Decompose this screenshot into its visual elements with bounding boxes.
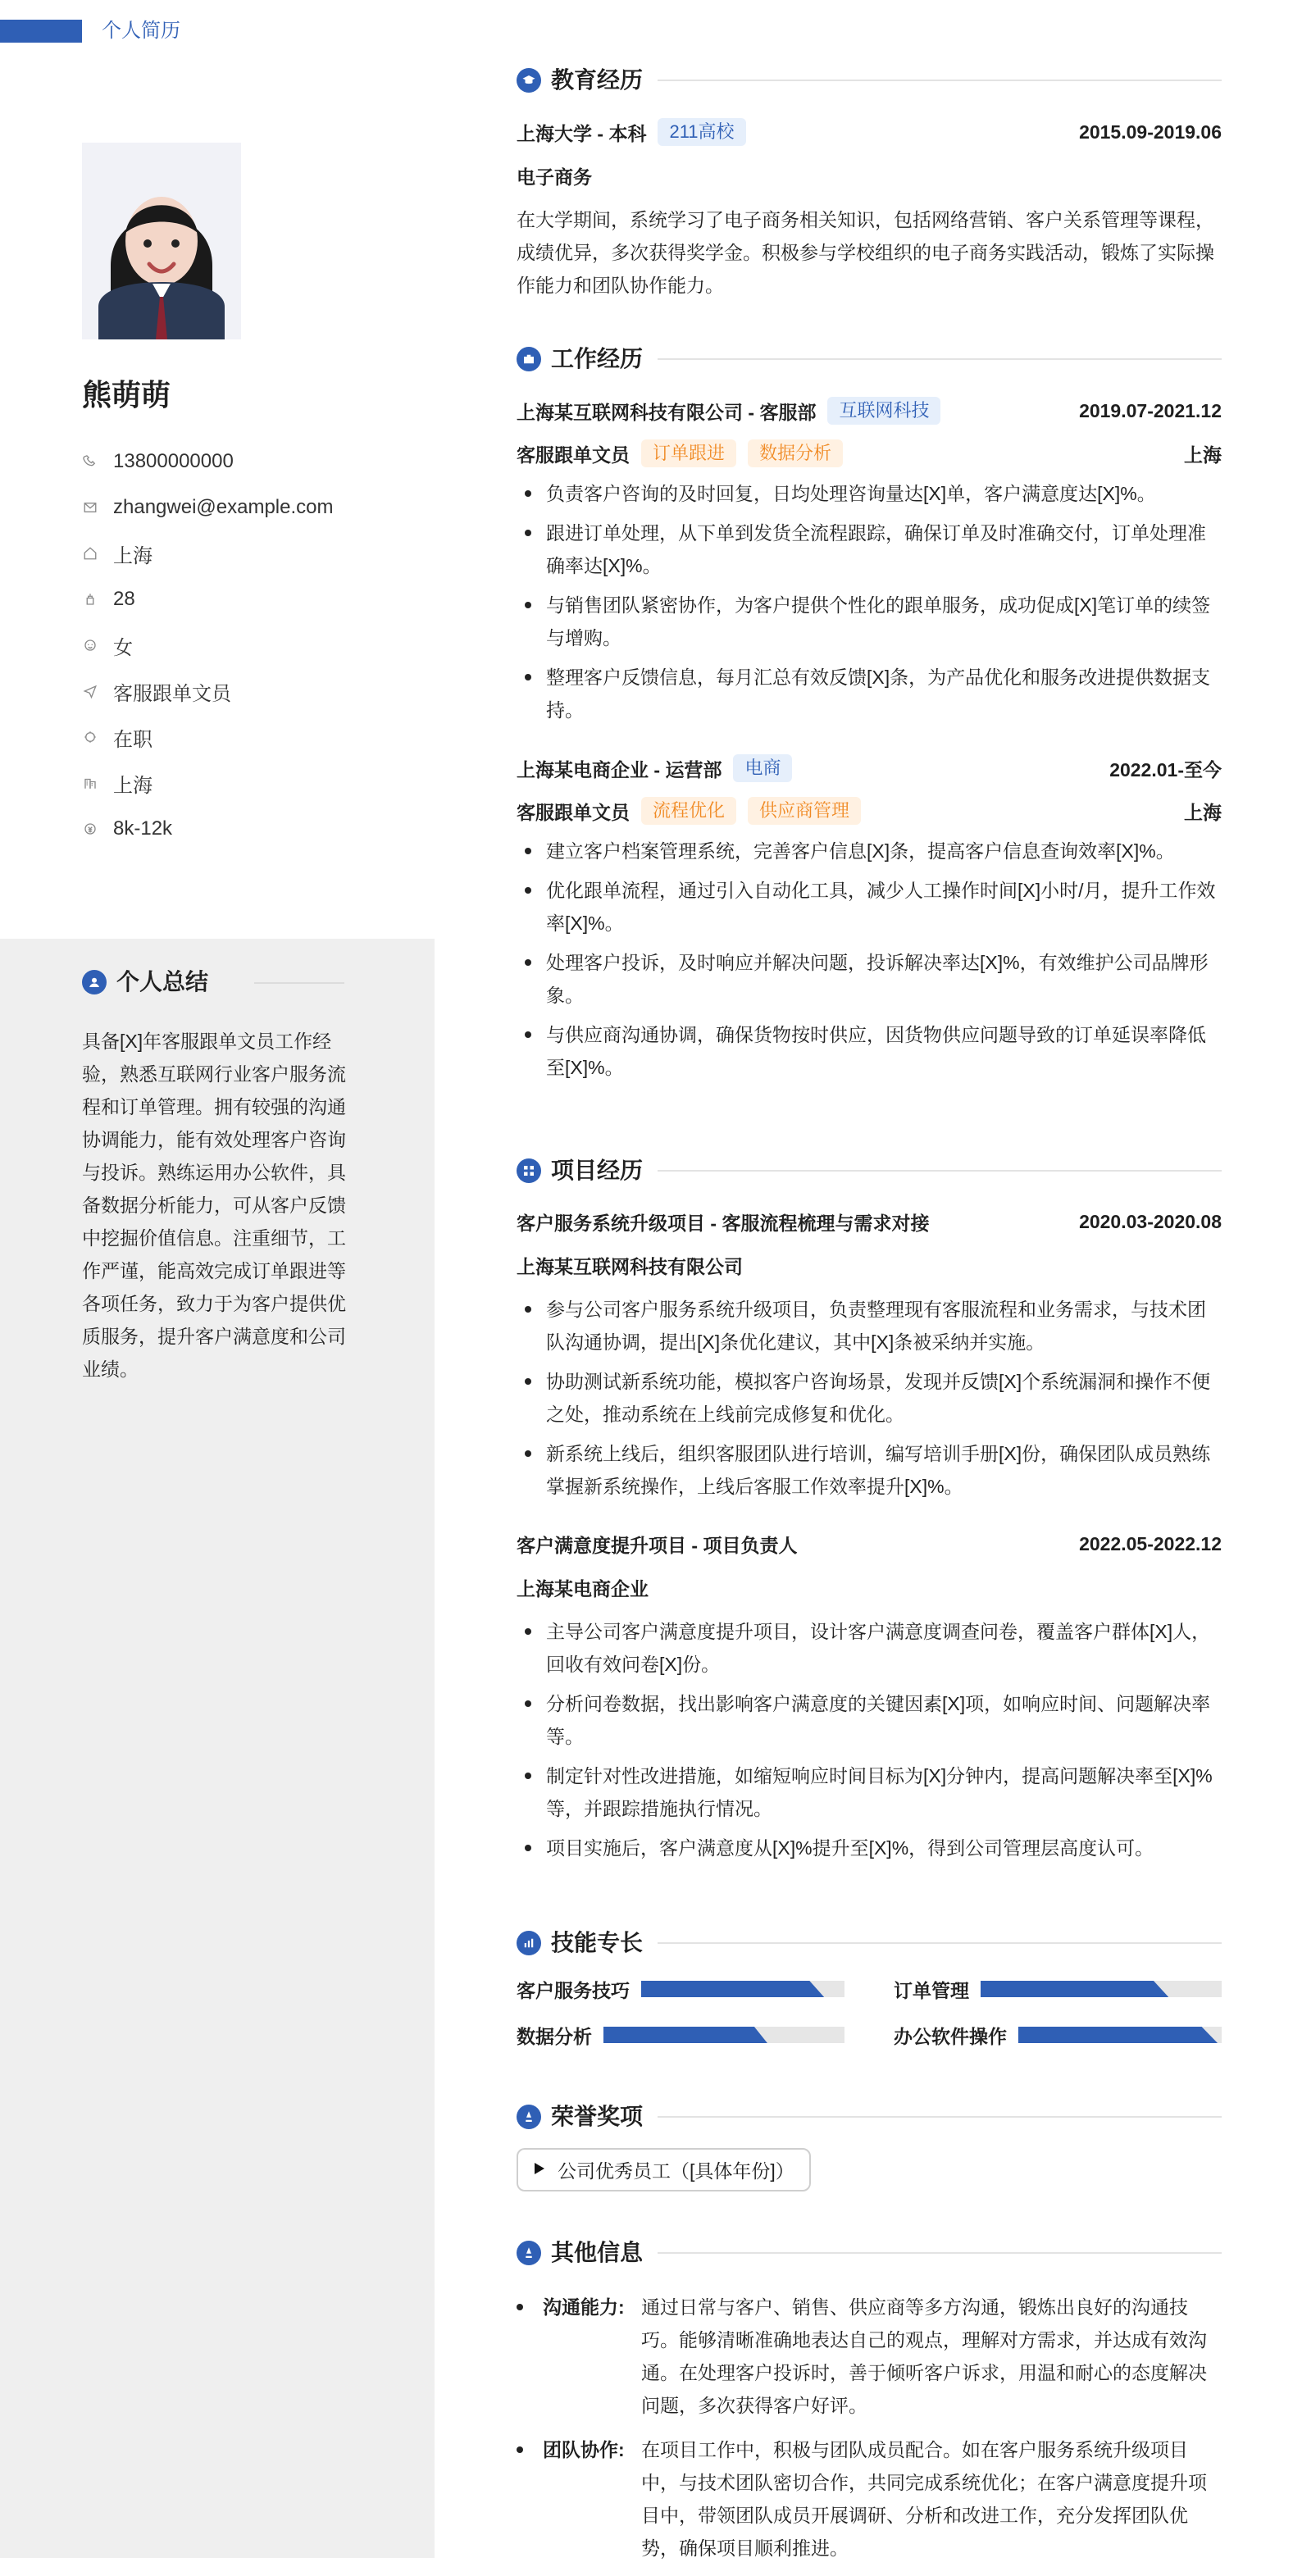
summary-title [82, 966, 208, 999]
resume-label: 个人简历 [102, 20, 180, 42]
project-bullet: 项目实施后，客户满意度从[X]%提升至[X]%，得到公司管理层高度认可。 [517, 1832, 1222, 1864]
skill-bar [981, 1981, 1222, 1997]
project-header-row [517, 1531, 1222, 1558]
work-bullets [517, 477, 1222, 726]
info-text: 上海 [113, 774, 153, 797]
work-bullet: 跟进订单处理，从下单到发货全流程跟踪，确保订单及时准确交付，订单处理准确率达[X]%。 [517, 517, 1222, 582]
grid-icon [517, 1158, 541, 1183]
project-name: 客户满意度提升项目 - 项目负责人 [517, 1535, 798, 1556]
section-education [517, 61, 1222, 302]
briefcase-icon [517, 347, 541, 371]
info-age [82, 576, 394, 622]
education-row [517, 118, 1222, 146]
section-header [517, 1923, 1222, 1963]
other-list [517, 2291, 1222, 2565]
work-location: 上海 [1184, 444, 1222, 466]
education-date: 2015.09-2019.06 [1079, 121, 1222, 143]
gender-icon [82, 637, 98, 653]
project-bullet: 参与公司客户服务系统升级项目，负责整理现有客服流程和业务需求，与技术团队沟通协调，提出[X]条优化建议，其中[X]条被采纳并实施。 [517, 1293, 1222, 1359]
summary-title-text: 个人总结 [116, 969, 209, 994]
project-bullet: 新系统上线后，组织客服团队进行培训，编写培训手册[X]份，确保团队成员熟练掌握新系统操作，上线后客服工作效率提升[X]%。 [517, 1437, 1222, 1503]
other-text: 在项目工作中，积极与团队成员配合。如在客户服务系统升级项目中，与技术团队密切合作，共同完成系统优化；在客户满意度提升项目中，带领团队成员开展调研、分析和改进工作，充分发挥团队优势，确保项目顺利推进。 [641, 2439, 1207, 2559]
top-accent-bar [0, 20, 82, 43]
home-icon [82, 545, 98, 562]
work-role: 客服跟单文员 [517, 444, 630, 466]
education-school: 上海大学 - 本科 [517, 122, 647, 144]
section-work [517, 339, 1222, 1090]
skill-bar-fill [641, 1981, 824, 1997]
work-bullets [517, 835, 1222, 1084]
city-icon [82, 775, 98, 791]
avatar [82, 143, 241, 339]
skill-bar-fill [981, 1981, 1168, 1997]
work-company-row [517, 754, 1222, 782]
section-header [517, 2233, 1222, 2273]
skill-item [517, 2022, 844, 2048]
main-content [517, 0, 1222, 2558]
work-company-wrap [517, 754, 792, 782]
work-company-tag: 电商 [733, 754, 792, 782]
section-title: 荣誉奖项 [551, 2104, 644, 2129]
work-bullet: 与供应商沟通协调，确保货物按时供应，因货物供应问题导致的订单延误率降低至[X]%。 [517, 1018, 1222, 1084]
summary-divider [254, 982, 344, 984]
section-divider [658, 1170, 1222, 1172]
education-school-wrap [517, 118, 746, 146]
other-label: 沟通能力: [543, 2296, 625, 2318]
section-header [517, 1151, 1222, 1190]
work-bullet: 负责客户咨询的及时回复，日均处理咨询量达[X]单，客户满意度达[X]%。 [517, 477, 1222, 510]
user-icon [82, 970, 107, 994]
skill-name: 客户服务技巧 [517, 1979, 630, 2001]
section-title: 技能专长 [551, 1930, 644, 1955]
section-title: 教育经历 [551, 67, 644, 93]
section-title: 项目经历 [551, 1158, 644, 1183]
info-text: zhangwei@example.com [113, 496, 334, 518]
phone-icon [82, 453, 98, 470]
skill-bar [641, 1981, 844, 1997]
info-phone [82, 439, 394, 485]
position-icon [82, 683, 98, 699]
section-divider [658, 2116, 1222, 2118]
skill-name: 数据分析 [517, 2025, 592, 2047]
age-icon [82, 591, 98, 608]
skill-bar-fill [603, 2027, 767, 2043]
section-divider [658, 2252, 1222, 2254]
info-text: 28 [113, 588, 135, 610]
salary-icon [82, 821, 98, 837]
play-icon [533, 2159, 546, 2181]
info-text: 13800000000 [113, 450, 234, 472]
work-role-wrap [517, 797, 861, 825]
work-date: 2022.01-至今 [1109, 758, 1222, 781]
work-role: 客服跟单文员 [517, 801, 630, 823]
section-title: 其他信息 [551, 2240, 644, 2265]
skill-name: 办公软件操作 [894, 2025, 1007, 2047]
info-status [82, 714, 394, 760]
section-header [517, 339, 1222, 379]
project-date: 2020.03-2020.08 [1079, 1211, 1222, 1232]
work-role-row [517, 439, 1222, 467]
other-text: 通过日常与客户、销售、供应商等多方沟通，锻炼出良好的沟通技巧。能够清晰准确地表达自己的观点，理解对方需求，并达成有效沟通。在处理客户投诉时，善于倾听客户诉求，用温和耐心的态度解决问题，多次获得客户好评。 [641, 2296, 1207, 2416]
summary-text: 具备[X]年客服跟单文员工作经验，熟悉互联网行业客户服务流程和订单管理。拥有较强的沟通协调能力，能有效处理客户咨询与投诉。熟练运用办公软件，具备数据分析能力，可从客户反馈中挖掘价值信息。注重细节，工作严谨，能高效完成订单跟进等各项任务，致力于为客户提供优质服务，提升客户满意度和公司业绩。 [82, 1031, 346, 1380]
section-title: 工作经历 [551, 346, 644, 371]
work-company: 上海某互联网科技有限公司 - 客服部 [517, 401, 817, 423]
project-item [517, 1208, 1222, 1503]
graduation-icon [517, 68, 541, 93]
section-skills [517, 1923, 1222, 2048]
work-company-wrap [517, 397, 940, 425]
project-bullets [517, 1615, 1222, 1864]
skill-item [894, 2022, 1222, 2048]
work-bullet: 处理客户投诉，及时响应并解决问题，投诉解决率达[X]%，有效维护公司品牌形象。 [517, 946, 1222, 1012]
info-text: 8k-12k [113, 817, 173, 840]
work-company-row [517, 397, 1222, 425]
project-item [517, 1531, 1222, 1864]
project-org: 上海某互联网科技有限公司 [517, 1256, 743, 1277]
skill-item [517, 1976, 844, 2002]
avatar-illustration [82, 143, 241, 339]
section-projects [517, 1151, 1222, 1871]
work-skill-tag: 订单跟进 [641, 439, 736, 467]
work-role-wrap [517, 439, 843, 467]
info-icon [517, 2241, 541, 2265]
work-company: 上海某电商企业 - 运营部 [517, 758, 722, 781]
work-company-tag: 互联网科技 [827, 397, 940, 425]
education-tag: 211高校 [658, 118, 745, 146]
section-other [517, 2233, 1222, 2576]
work-date: 2019.07-2021.12 [1079, 399, 1222, 421]
info-text: 女 [113, 636, 133, 659]
education-desc: 在大学期间，系统学习了电子商务相关知识，包括网络营销、客户关系管理等课程，成绩优异，多次获得奖学金。积极参与学校组织的电子商务实践活动，锻炼了实际操作能力和团队协作能力。 [517, 209, 1214, 296]
skill-name: 订单管理 [894, 1979, 969, 2001]
project-name: 客户服务系统升级项目 - 客服流程梳理与需求对接 [517, 1213, 930, 1234]
work-item [517, 754, 1222, 1084]
work-skill-tag: 供应商管理 [748, 797, 861, 825]
project-bullet: 主导公司客户满意度提升项目，设计客户满意度调查问卷，覆盖客户群体[X]人，回收有效问卷[X]份。 [517, 1615, 1222, 1681]
work-item [517, 397, 1222, 726]
project-bullet: 协助测试新系统功能，模拟客户咨询场景，发现并反馈[X]个系统漏洞和操作不便之处，推动系统在上线前完成修复和优化。 [517, 1365, 1222, 1431]
section-header [517, 61, 1222, 100]
work-location: 上海 [1184, 801, 1222, 823]
skill-bar [1018, 2027, 1222, 2043]
project-bullets [517, 1293, 1222, 1503]
profile-info-list [82, 439, 394, 852]
other-item [517, 2433, 1222, 2565]
award-text: 公司优秀员工（[具体年份]） [558, 2160, 794, 2182]
chart-icon [517, 1931, 541, 1955]
skill-bar-fill [1018, 2027, 1218, 2043]
award-icon [517, 2105, 541, 2129]
project-bullet: 制定针对性改进措施，如缩短响应时间目标为[X]分钟内，提高问题解决率至[X]%等，并跟踪措施执行情况。 [517, 1759, 1222, 1825]
section-divider [658, 1942, 1222, 1944]
info-location [82, 530, 394, 576]
work-bullet: 与销售团队紧密协作，为客户提供个性化的跟单服务，成功促成[X]笔订单的续签与增购。 [517, 589, 1222, 654]
info-city [82, 760, 394, 806]
info-email [82, 485, 394, 530]
work-role-row [517, 797, 1222, 825]
email-icon [82, 499, 98, 516]
info-salary [82, 806, 394, 852]
project-header-row [517, 1208, 1222, 1236]
section-awards [517, 2097, 1222, 2191]
other-label: 团队协作: [543, 2439, 625, 2460]
education-major: 电子商务 [517, 166, 592, 188]
section-divider [658, 358, 1222, 360]
project-bullet: 分析问卷数据，找出影响客户满意度的关键因素[X]项，如响应时间、问题解决率等。 [517, 1687, 1222, 1753]
info-text: 客服跟单文员 [113, 682, 231, 705]
award-item [517, 2148, 811, 2191]
info-gender [82, 622, 394, 668]
work-bullet: 建立客户档案管理系统，完善客户信息[X]条，提高客户信息查询效率[X]%。 [517, 835, 1222, 867]
info-position [82, 668, 394, 714]
work-bullet: 整理客户反馈信息，每月汇总有效反馈[X]条，为产品优化和服务改进提供数据支持。 [517, 661, 1222, 726]
section-header [517, 2097, 1222, 2137]
skill-bar [603, 2027, 844, 2043]
status-icon [82, 729, 98, 745]
work-bullet: 优化跟单流程，通过引入自动化工具，减少人工操作时间[X]小时/月，提升工作效率[X]%。 [517, 874, 1222, 940]
other-item [517, 2291, 1222, 2422]
section-divider [658, 80, 1222, 81]
work-skill-tag: 流程优化 [641, 797, 736, 825]
info-text: 在职 [113, 728, 153, 751]
info-text: 上海 [113, 544, 153, 567]
project-org: 上海某电商企业 [517, 1578, 649, 1600]
project-date: 2022.05-2022.12 [1079, 1533, 1222, 1554]
skills-grid [517, 1976, 1222, 2048]
work-skill-tag: 数据分析 [748, 439, 843, 467]
skill-item [894, 1976, 1222, 2002]
profile-name: 熊萌萌 [82, 378, 171, 412]
